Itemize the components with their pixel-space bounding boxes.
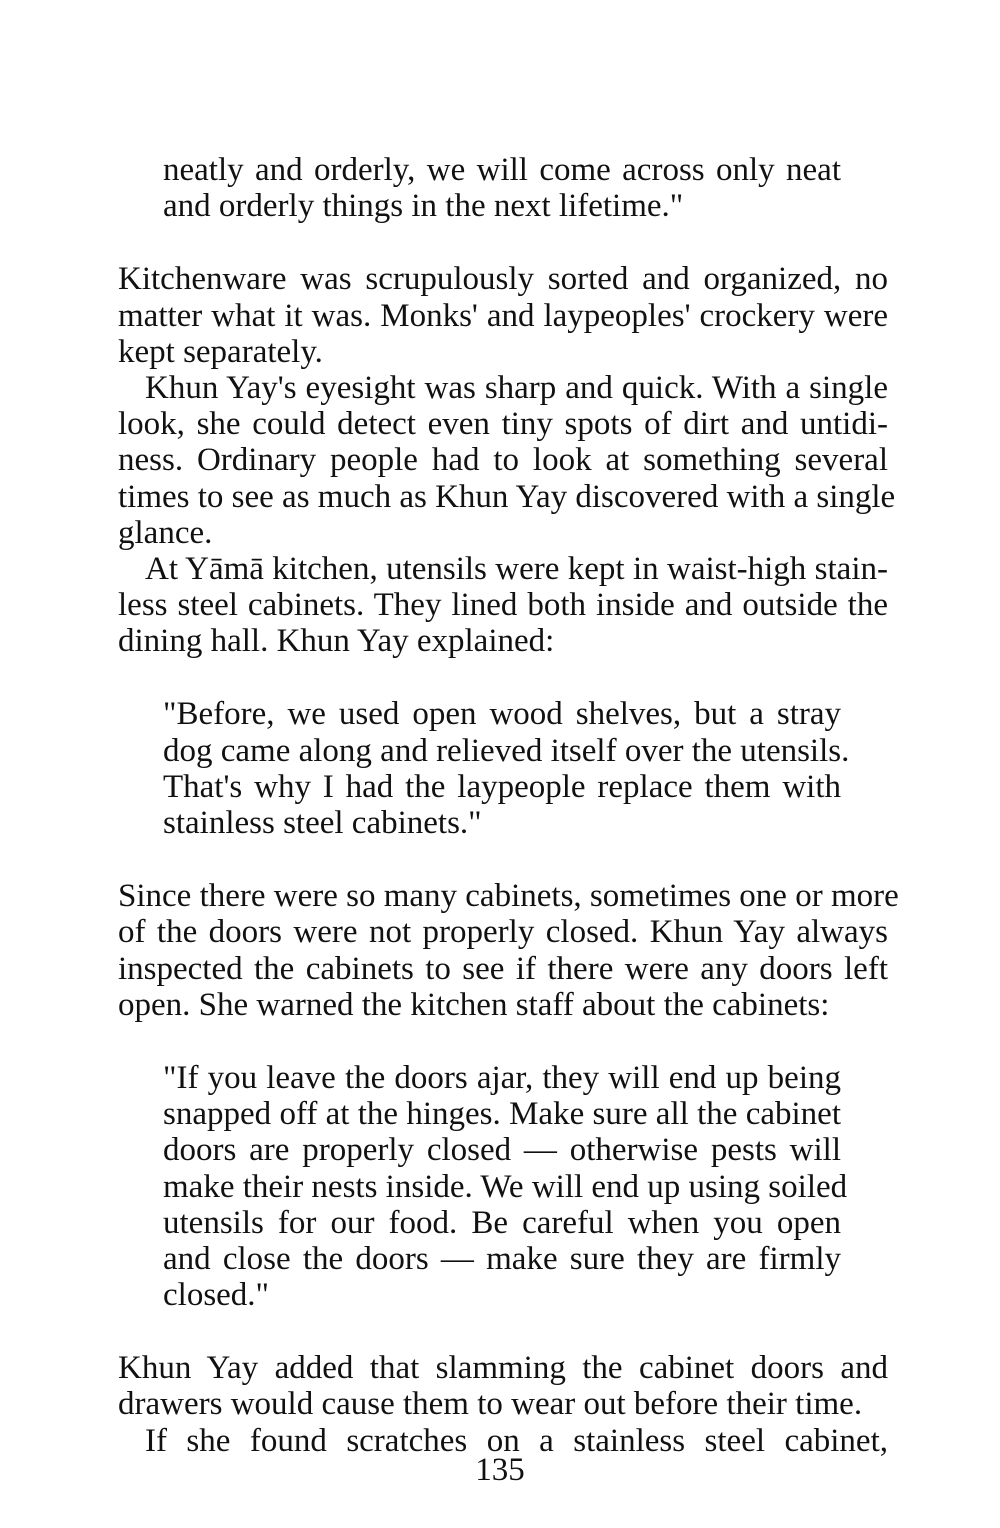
- text-line: glance.: [118, 514, 213, 551]
- text-line: times to see as much as Khun Yay discovered with a single: [118, 478, 896, 515]
- text-line: dog came along and relieved itself over the utensils.: [163, 732, 850, 769]
- text-line: look, she could detect even tiny spots of dirt and untidi-: [118, 406, 888, 443]
- quote-block: [118, 152, 888, 224]
- text-line: stainless steel cabinets.": [163, 805, 482, 841]
- text-line: That's why I had the laypeople replace them with: [163, 768, 841, 805]
- text-line: Khun Yay added that slamming the cabinet doors and: [118, 1350, 888, 1387]
- text-line: drawers would cause them to wear out before their time.: [118, 1386, 863, 1423]
- text-line: inspected the cabinets to see if there were any doors left: [118, 950, 888, 987]
- page-number: 135: [475, 1452, 525, 1488]
- text-line: closed.": [163, 1277, 270, 1314]
- text-line: ness. Ordinary people had to look at something several: [118, 442, 888, 479]
- paragraph: [118, 551, 888, 660]
- text-line: doors are properly closed — otherwise pests will: [163, 1132, 841, 1169]
- text-line: At Yāmā kitchen, utensils were kept in waist-high stain-: [145, 550, 888, 587]
- text-line: matter what it was. Monks' and laypeoples' crockery were: [118, 297, 888, 334]
- paragraph: [118, 1350, 888, 1422]
- page-body: [118, 152, 899, 1459]
- text-line: make their nests inside. We will end up using soiled: [163, 1168, 848, 1205]
- text-line: snapped off at the hinges. Make sure all the cabinet: [163, 1096, 841, 1133]
- text-line: Kitchenware was scrupulously sorted and organized, no: [118, 261, 888, 298]
- paragraph: [118, 369, 896, 551]
- text-line: utensils for our food. Be careful when you open: [163, 1204, 841, 1241]
- text-line: kept separately.: [118, 333, 323, 370]
- quote-block: [118, 1060, 888, 1313]
- text-line: less steel cabinets. They lined both inside and outside the: [118, 587, 888, 624]
- text-line: and orderly things in the next lifetime.": [163, 188, 684, 225]
- text-line: and close the doors — make sure they are firmly: [163, 1240, 841, 1277]
- text-line: of the doors were not properly closed. Khun Yay always: [118, 914, 888, 951]
- text-line: open. She warned the kitchen staff about the cabinets:: [118, 986, 830, 1023]
- text-line: Since there were so many cabinets, sometimes one or more: [118, 878, 899, 915]
- text-line: "Before, we used open wood shelves, but a stray: [163, 696, 841, 733]
- text-line: dining hall. Khun Yay explained:: [118, 623, 555, 660]
- quote-block: [118, 696, 888, 841]
- paragraph: [118, 878, 899, 1023]
- text-line: If she found scratches on a stainless steel cabinet,: [145, 1422, 888, 1459]
- text-line: "If you leave the doors ajar, they will end up being: [163, 1059, 841, 1096]
- text-line: Khun Yay's eyesight was sharp and quick. With a single: [145, 369, 888, 406]
- paragraph: [118, 261, 888, 370]
- text-line: neatly and orderly, we will come across only neat: [163, 152, 841, 188]
